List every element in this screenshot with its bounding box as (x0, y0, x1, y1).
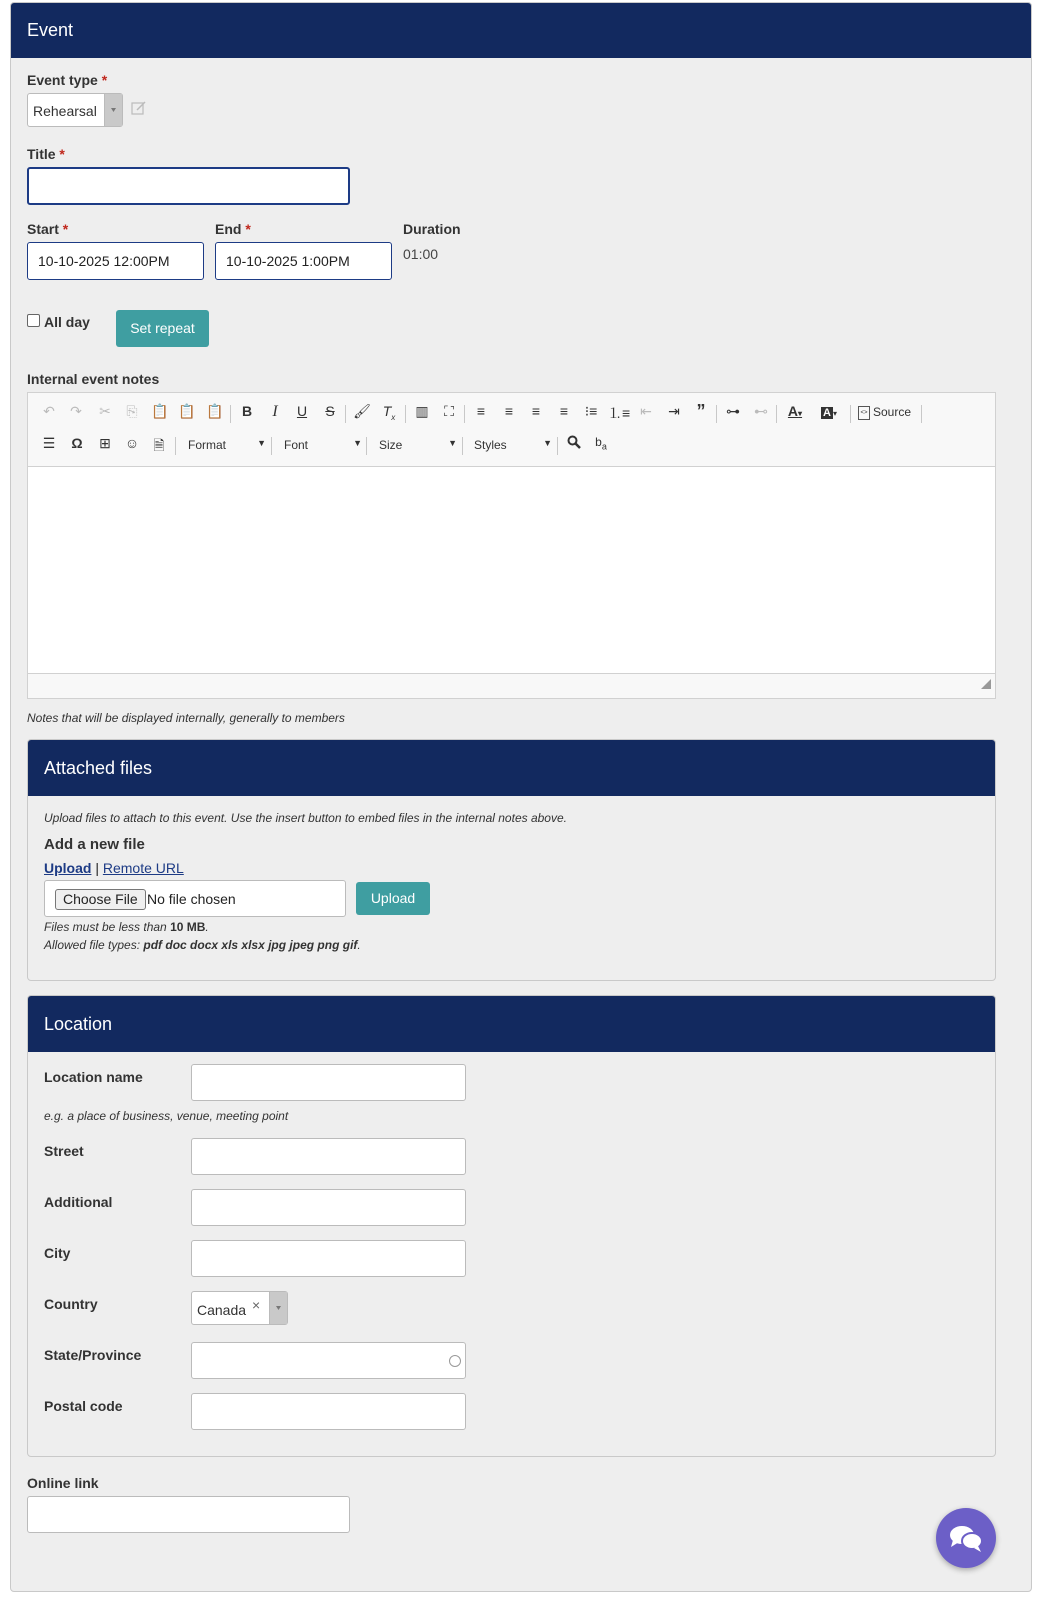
rich-text-editor (27, 392, 996, 699)
all-day-checkbox[interactable] (27, 314, 40, 327)
find-icon[interactable] (563, 435, 585, 452)
horizontal-rule-icon[interactable]: ☰ (42, 435, 56, 451)
location-header: Location (28, 996, 995, 1052)
text-color-icon[interactable]: A▾ (787, 403, 803, 419)
file-types-note: Allowed file types: pdf doc docx xls xlsx jpg jpeg png gif. (44, 938, 361, 952)
select-arrow[interactable] (104, 94, 122, 126)
location-name-label: Location name (44, 1069, 143, 1085)
underline-icon[interactable]: U (296, 403, 308, 419)
duration-label: Duration (403, 221, 461, 237)
styles-dropdown[interactable]: Styles ▼ (474, 438, 552, 452)
paste-icon[interactable]: 📋 (151, 403, 169, 419)
loading-indicator-icon (449, 1355, 461, 1367)
justify-icon[interactable]: ≡ (559, 403, 569, 419)
title-label: Title * (27, 146, 65, 162)
maximize-icon[interactable]: ⛶ (444, 403, 454, 419)
caret-down-icon: ▼ (543, 438, 552, 448)
toolbar-separator (716, 405, 717, 423)
attached-files-panel (27, 739, 996, 981)
show-blocks-icon[interactable]: ▥ (415, 403, 429, 419)
all-day-label: All day (44, 314, 90, 330)
file-input[interactable] (44, 880, 346, 917)
start-input[interactable]: 10-10-2025 12:00PM (27, 242, 204, 280)
format-painter-icon[interactable]: 🖌 (353, 403, 371, 419)
caret-down-icon: ▼ (448, 438, 457, 448)
select-arrow[interactable] (269, 1292, 287, 1324)
blockquote-icon[interactable]: ” (696, 401, 706, 421)
tab-separator: | (95, 860, 99, 876)
background-color-icon[interactable]: A ▾ (823, 407, 837, 419)
toolbar-separator (366, 437, 367, 455)
outdent-icon[interactable]: ⇤ (640, 403, 652, 419)
format-dropdown[interactable]: Format ▼ (188, 438, 266, 452)
align-center-icon[interactable]: ≡ (504, 403, 514, 419)
postal-code-label: Postal code (44, 1398, 123, 1414)
toolbar-separator (850, 405, 851, 423)
street-input[interactable] (191, 1138, 466, 1175)
toolbar-separator (175, 437, 176, 455)
tab-upload[interactable]: Upload (44, 860, 92, 876)
end-label: End * (215, 221, 251, 237)
align-right-icon[interactable]: ≡ (531, 403, 541, 419)
start-label: Start * (27, 221, 69, 237)
chevron-down-icon (105, 94, 122, 126)
numbered-list-icon[interactable]: ⒈≡ (608, 405, 631, 421)
location-panel (27, 995, 996, 1457)
caret-down-icon: ▼ (353, 438, 362, 448)
indent-icon[interactable]: ⇥ (668, 403, 680, 419)
emoji-icon[interactable]: ☺ (124, 435, 140, 451)
special-char-icon[interactable]: Ω (71, 435, 83, 451)
toolbar-separator (345, 405, 346, 423)
source-icon: <> (858, 406, 870, 420)
paste-word-icon[interactable]: 📋 (206, 403, 224, 419)
source-button[interactable]: <> Source (858, 405, 911, 420)
resize-handle-icon[interactable] (981, 676, 991, 694)
event-panel (10, 2, 1032, 1592)
additional-label: Additional (44, 1194, 113, 1210)
bulleted-list-icon[interactable]: ⁝≡ (584, 403, 598, 419)
caret-down-icon: ▼ (257, 438, 266, 448)
no-file-text: No file chosen (147, 891, 236, 907)
chevron-down-icon (270, 1292, 287, 1324)
chat-widget-button[interactable] (936, 1508, 996, 1568)
edit-icon[interactable] (131, 100, 147, 121)
clear-icon[interactable]: × (252, 1297, 261, 1313)
size-dropdown[interactable]: Size ▼ (379, 438, 457, 452)
street-label: Street (44, 1143, 84, 1159)
undo-icon[interactable]: ↶ (43, 403, 55, 419)
upload-button[interactable]: Upload (356, 882, 430, 915)
toolbar-separator (271, 437, 272, 455)
notes-editable-area[interactable] (28, 466, 995, 674)
file-size-note: Files must be less than 10 MB. (44, 920, 209, 934)
notes-hint: Notes that will be displayed internally, generally to members (27, 711, 345, 725)
redo-icon[interactable]: ↷ (70, 403, 82, 419)
attached-files-header: Attached files (28, 740, 995, 796)
location-name-input[interactable] (191, 1064, 466, 1101)
toolbar-separator (462, 437, 463, 455)
unlink-icon[interactable]: ⊷ (754, 403, 768, 419)
tab-remote-url[interactable]: Remote URL (102, 860, 184, 876)
toolbar-separator (405, 405, 406, 423)
toolbar-separator (464, 405, 465, 423)
notes-label: Internal event notes (27, 371, 160, 387)
cut-icon[interactable]: ✂ (99, 403, 111, 419)
font-dropdown[interactable]: Font ▼ (284, 438, 362, 452)
country-select[interactable]: Canada × (191, 1291, 288, 1325)
state-label: State/Province (44, 1347, 142, 1363)
required-mark: * (245, 221, 251, 237)
italic-icon[interactable]: I (272, 403, 278, 420)
copy-icon[interactable]: ⎘ (126, 403, 138, 419)
align-left-icon[interactable]: ≡ (476, 403, 486, 419)
replace-icon[interactable]: $b_a$ (595, 435, 607, 452)
event-type-select[interactable]: Rehearsal (27, 93, 123, 127)
paste-text-icon[interactable]: 📋 (178, 403, 196, 419)
toolbar-separator (776, 405, 777, 423)
toolbar-separator (557, 437, 558, 455)
event-type-label: Event type * (27, 72, 108, 88)
required-mark: * (59, 146, 65, 162)
location-name-hint: e.g. a place of business, venue, meeting point (44, 1109, 289, 1123)
country-label: Country (44, 1296, 98, 1312)
upload-tabs (44, 860, 184, 876)
choose-file-button[interactable]: Choose File (55, 889, 146, 910)
panel-header: Event (11, 3, 1032, 58)
title-input[interactable] (27, 167, 350, 205)
link-icon[interactable]: ⊶ (726, 403, 740, 419)
city-label: City (44, 1245, 71, 1261)
template-icon[interactable]: 🗎 (153, 437, 165, 453)
set-repeat-button[interactable]: Set repeat (116, 310, 209, 347)
duration-value: 01:00 (403, 246, 439, 262)
toolbar-separator (921, 405, 922, 423)
end-input[interactable]: 10-10-2025 1:00PM (215, 242, 392, 280)
state-input[interactable] (191, 1342, 466, 1379)
chat-bubbles-icon (936, 1508, 996, 1568)
bold-icon[interactable]: B (241, 403, 253, 419)
strikethrough-icon[interactable]: S (325, 403, 335, 419)
toolbar-separator (230, 405, 231, 423)
required-mark: * (101, 72, 108, 88)
postal-code-input[interactable] (191, 1393, 466, 1430)
remove-format-icon[interactable]: $T_x$ (382, 403, 396, 422)
add-new-file-heading: Add a new file (44, 836, 145, 853)
attached-files-description: Upload files to attach to this event. Use the insert button to embed files in the internal notes above. (44, 811, 567, 825)
table-icon[interactable]: ⊞ (99, 435, 111, 451)
online-link-input[interactable] (27, 1496, 350, 1533)
required-mark: * (62, 221, 69, 237)
city-input[interactable] (191, 1240, 466, 1277)
additional-input[interactable] (191, 1189, 466, 1226)
online-link-label: Online link (27, 1475, 99, 1491)
